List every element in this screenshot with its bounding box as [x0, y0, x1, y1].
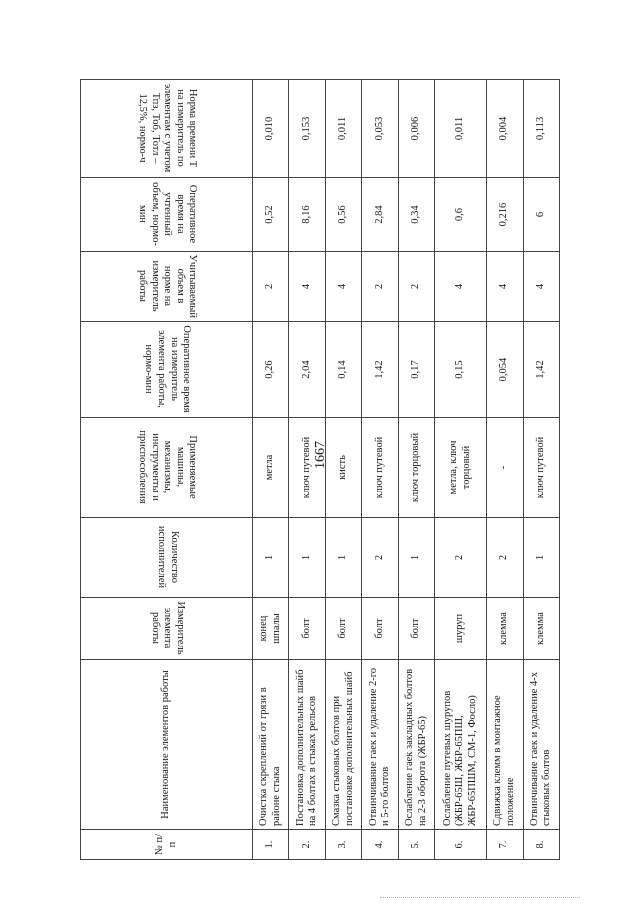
cell-op-time-volume: 8,16 [289, 178, 325, 252]
cell-meter: болт [398, 598, 434, 660]
cell-meter: шуруп [435, 598, 487, 660]
cell-op-time-volume: 0,56 [325, 178, 361, 252]
table-row [362, 80, 398, 860]
header-norm: Норма времени Т на измеритель по элементам с учетом Тпз, Тоб, Тотл – 12,5%, нормо-ч [81, 80, 253, 178]
cell-name: Отвинчивание гаек и удаление 4-х стыковых болтов [523, 660, 560, 830]
cell-num: 5. [398, 830, 434, 860]
cell-norm: 0,006 [398, 80, 434, 178]
cell-num: 1. [253, 830, 289, 860]
cell-norm: 0,011 [325, 80, 361, 178]
header-name: Наименование элементов работы [81, 660, 253, 830]
cell-op-time-volume: 0,216 [487, 178, 523, 252]
cell-meter: клемма [523, 598, 560, 660]
cell-num: 4. [362, 830, 398, 860]
header-op-time-volume: Оперативное время на учтенный объем, нормо-мин [81, 178, 253, 252]
cell-unit-volume: 2 [398, 252, 434, 322]
cell-norm: 0,004 [487, 80, 523, 178]
cell-meter: клемма [487, 598, 523, 660]
cell-num: 2. [289, 830, 325, 860]
header-workers: Количество исполнителей [81, 518, 253, 598]
cell-op-time: 0,14 [325, 322, 361, 418]
cell-op-time: 0,26 [253, 322, 289, 418]
cell-op-time: 1,42 [523, 322, 560, 418]
table-row [398, 80, 434, 860]
table-row [487, 80, 523, 860]
table-header-row [81, 80, 253, 860]
cell-norm: 0,113 [523, 80, 560, 178]
header-op-time: Оперативное время на измеритель элемента работы, нормо-мин [81, 322, 253, 418]
cell-workers: 2 [435, 518, 487, 598]
scan-artifact-line [380, 897, 580, 899]
cell-op-time-volume: 0,6 [435, 178, 487, 252]
cell-meter: конец шпалы [253, 598, 289, 660]
cell-op-time: 0,054 [487, 322, 523, 418]
cell-name: Постановка дополнительных шайб на 4 болтах в стыках рельсов [289, 660, 325, 830]
header-unit-volume: Учитываемый объем в норме на измеритель работы [81, 252, 253, 322]
cell-norm: 0,053 [362, 80, 398, 178]
cell-name: Ослабление путевых шурупов (ЖБР-65Ш, ЖБР-65ПШ, ЖБР-65ПШМ, СМ-1, Фосло) [435, 660, 487, 830]
cell-op-time: 0,15 [435, 322, 487, 418]
header-num: № п/п [81, 830, 253, 860]
cell-unit-volume: 4 [289, 252, 325, 322]
cell-norm: 0,010 [253, 80, 289, 178]
cell-meter: болт [289, 598, 325, 660]
cell-name: Ослабление гаек закладных болтов на 2-3 оборота (ЖБР-65) [398, 660, 434, 830]
rotated-table-container [80, 80, 560, 860]
cell-workers: 1 [253, 518, 289, 598]
cell-meter: болт [325, 598, 361, 660]
table-row [435, 80, 487, 860]
cell-tools: ключ путевой [362, 418, 398, 518]
cell-name: Очистка скреплений от грязи в районе стыка [253, 660, 289, 830]
cell-unit-volume: 2 [253, 252, 289, 322]
cell-unit-volume: 4 [487, 252, 523, 322]
cell-tools: метла [253, 418, 289, 518]
cell-num: 3. [325, 830, 361, 860]
page-number: 1667 [313, 441, 328, 469]
cell-norm: 0,011 [435, 80, 487, 178]
cell-unit-volume: 4 [325, 252, 361, 322]
table-row [253, 80, 289, 860]
cell-workers: 1 [325, 518, 361, 598]
cell-name: Смазка стыковых болтов при постановке дополнительных шайб [325, 660, 361, 830]
cell-workers: 1 [398, 518, 434, 598]
cell-op-time: 2,04 [289, 322, 325, 418]
cell-unit-volume: 2 [362, 252, 398, 322]
cell-name: Отвинчивание гаек и удаление 2-го и 5-го болтов [362, 660, 398, 830]
cell-tools: - [487, 418, 523, 518]
cell-norm: 0,153 [289, 80, 325, 178]
cell-workers: 1 [523, 518, 560, 598]
cell-op-time-volume: 0,52 [253, 178, 289, 252]
cell-num: 8. [523, 830, 560, 860]
cell-workers: 2 [362, 518, 398, 598]
cell-tools: кисть [325, 418, 361, 518]
cell-tools: ключ путевой [289, 418, 325, 518]
cell-op-time: 1,42 [362, 322, 398, 418]
cell-tools: ключ путевой [523, 418, 560, 518]
table-row [289, 80, 325, 860]
header-meter: Измеритель элемента работы [81, 598, 253, 660]
cell-workers: 2 [487, 518, 523, 598]
cell-meter: болт [362, 598, 398, 660]
work-elements-table [80, 79, 560, 860]
cell-op-time-volume: 2,84 [362, 178, 398, 252]
cell-tools: метла, ключ торцовый [435, 418, 487, 518]
cell-num: 6. [435, 830, 487, 860]
cell-op-time-volume: 0,34 [398, 178, 434, 252]
cell-unit-volume: 4 [435, 252, 487, 322]
cell-workers: 1 [289, 518, 325, 598]
cell-op-time-volume: 6 [523, 178, 560, 252]
cell-unit-volume: 4 [523, 252, 560, 322]
table-row [523, 80, 560, 860]
cell-name: Сдвижка клемм в монтажное положение [487, 660, 523, 830]
cell-num: 7. [487, 830, 523, 860]
cell-op-time: 0,17 [398, 322, 434, 418]
header-tools: Применяемые машины, механизмы, инструменты и приспособления [81, 418, 253, 518]
table-row [325, 80, 361, 860]
cell-tools: ключ торцовый [398, 418, 434, 518]
